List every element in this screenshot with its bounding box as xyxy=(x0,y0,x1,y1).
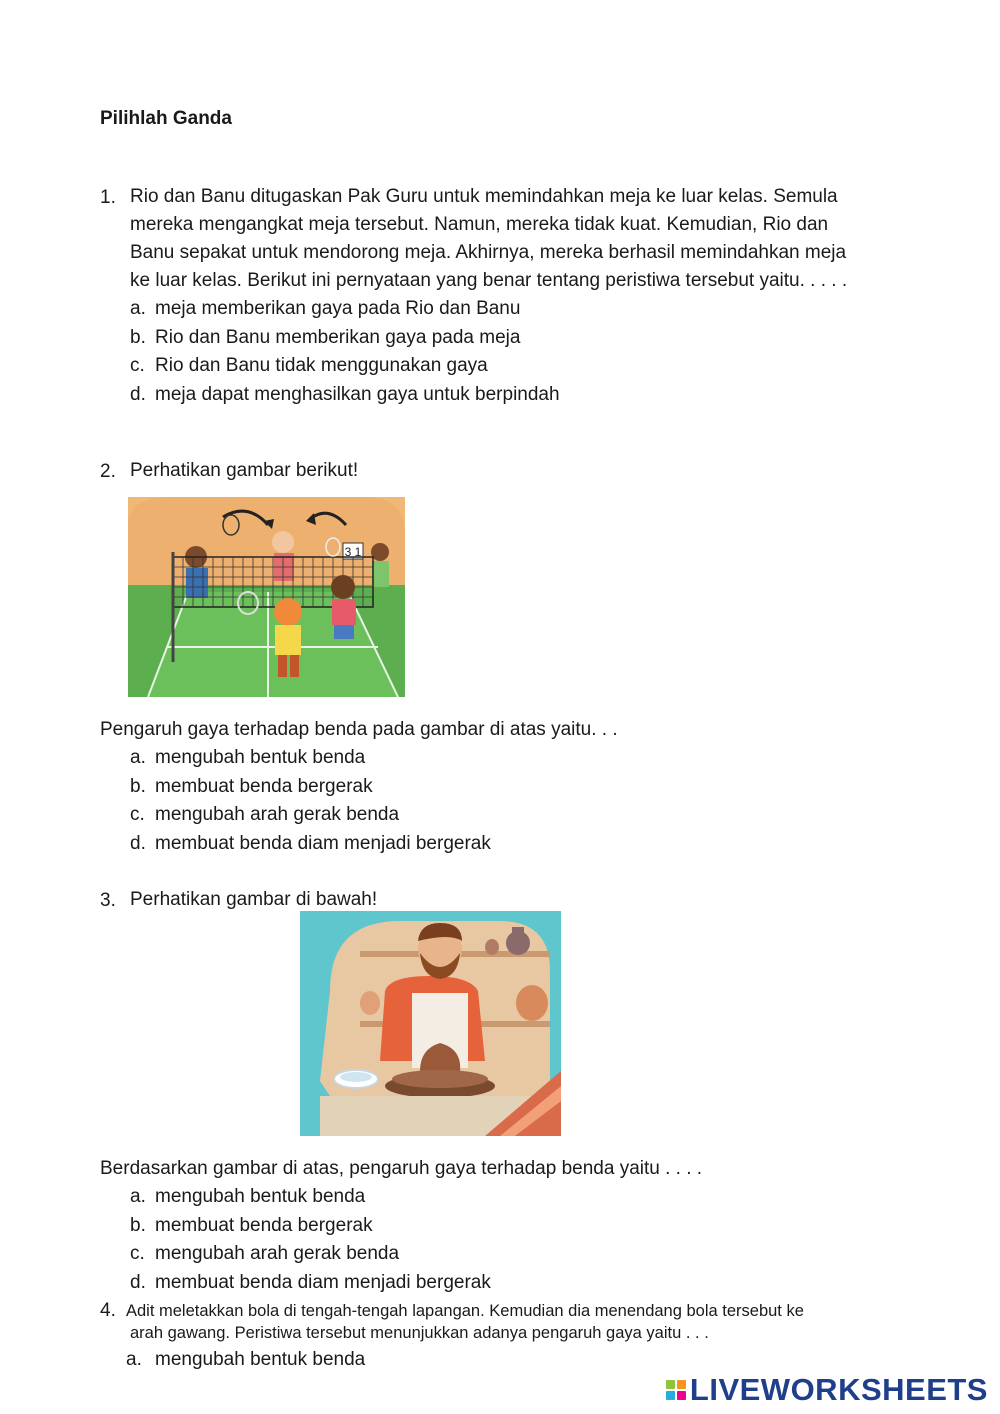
option-letter: d. xyxy=(130,1271,146,1293)
option-letter: a. xyxy=(130,298,146,319)
question-1-text xyxy=(130,183,930,295)
option-b[interactable] xyxy=(130,773,491,802)
logo-text: LIVEWORKSHEETS xyxy=(689,1372,988,1407)
potter-illustration xyxy=(300,911,561,1136)
option-text: membuat benda diam menjadi bergerak xyxy=(155,1271,491,1293)
option-text: mengubah bentuk benda xyxy=(155,1349,366,1370)
option-letter: c. xyxy=(130,355,145,376)
option-letter: b. xyxy=(130,1214,146,1236)
question-1-line: Banu sepakat untuk mendorong meja. Akhirnya, mereka berhasil memindahkan meja xyxy=(130,242,847,263)
option-text: Rio dan Banu tidak menggunakan gaya xyxy=(155,355,488,376)
option-b[interactable] xyxy=(130,1212,491,1241)
option-letter: c. xyxy=(130,804,145,825)
option-text: membuat benda diam menjadi bergerak xyxy=(155,832,491,854)
question-4-number: 4. xyxy=(100,1300,116,1321)
question-1-line: ke luar kelas. Berikut ini pernyataan yang benar tentang peristiwa tersebut yaitu. . . . . xyxy=(130,270,848,291)
option-letter: c. xyxy=(130,1243,145,1264)
option-a[interactable] xyxy=(126,1346,365,1375)
question-4-options xyxy=(126,1346,365,1375)
option-text: mengubah bentuk benda xyxy=(155,1186,366,1207)
option-text: meja memberikan gaya pada Rio dan Banu xyxy=(155,298,521,319)
question-4-line: arah gawang. Peristiwa tersebut menunjukkan adanya pengaruh gaya yaitu . . . xyxy=(130,1324,709,1342)
question-4-line: Adit meletakkan bola di tengah-tengah lapangan. Kemudian dia menendang bola tersebut ke xyxy=(126,1302,804,1320)
section-heading: Pilihlah Ganda xyxy=(100,108,232,129)
liveworksheets-logo xyxy=(666,1372,988,1408)
option-letter: d. xyxy=(130,383,146,405)
question-3-prompt: Berdasarkan gambar di atas, pengaruh gaya terhadap benda yaitu . . . . xyxy=(100,1158,703,1179)
option-letter: a. xyxy=(130,1186,146,1207)
option-letter: b. xyxy=(130,326,146,348)
option-letter: a. xyxy=(130,747,146,768)
option-c[interactable] xyxy=(130,352,560,381)
scoreboard-text: 3 1 xyxy=(344,545,362,559)
option-text: mengubah bentuk benda xyxy=(155,747,366,768)
question-3-options xyxy=(130,1183,491,1297)
option-text: Rio dan Banu memberikan gaya pada meja xyxy=(155,326,521,348)
question-2-prompt: Pengaruh gaya terhadap benda pada gambar di atas yaitu. . . xyxy=(100,719,618,740)
question-2-options xyxy=(130,744,491,858)
option-a[interactable] xyxy=(130,295,560,324)
question-3-text: Perhatikan gambar di bawah! xyxy=(130,889,378,910)
option-d[interactable] xyxy=(130,381,560,410)
option-text: membuat benda bergerak xyxy=(155,1214,373,1236)
option-a[interactable] xyxy=(130,744,491,773)
option-text: mengubah arah gerak benda xyxy=(155,804,400,825)
option-letter: a. xyxy=(126,1349,142,1370)
question-2-number: 2. xyxy=(100,461,116,482)
option-letter: b. xyxy=(130,775,146,797)
question-2-text: Perhatikan gambar berikut! xyxy=(130,460,359,481)
question-4-text xyxy=(126,1300,946,1344)
option-letter: d. xyxy=(130,832,146,854)
option-c[interactable] xyxy=(130,801,491,830)
badminton-illustration xyxy=(128,497,405,697)
question-1-number: 1. xyxy=(100,187,116,208)
option-text: meja dapat menghasilkan gaya untuk berpindah xyxy=(155,383,560,405)
option-text: mengubah arah gerak benda xyxy=(155,1243,400,1264)
option-b[interactable] xyxy=(130,324,560,353)
option-d[interactable] xyxy=(130,830,491,859)
option-text: membuat benda bergerak xyxy=(155,775,373,797)
question-1-line: Rio dan Banu ditugaskan Pak Guru untuk memindahkan meja ke luar kelas. Semula xyxy=(130,186,838,207)
logo-grid-icon xyxy=(666,1380,686,1400)
option-a[interactable] xyxy=(130,1183,491,1212)
question-3-number: 3. xyxy=(100,890,116,911)
option-c[interactable] xyxy=(130,1240,491,1269)
question-1-options xyxy=(130,295,560,409)
question-1-line: mereka mengangkat meja tersebut. Namun, mereka tidak kuat. Kemudian, Rio dan xyxy=(130,214,829,235)
option-d[interactable] xyxy=(130,1269,491,1298)
